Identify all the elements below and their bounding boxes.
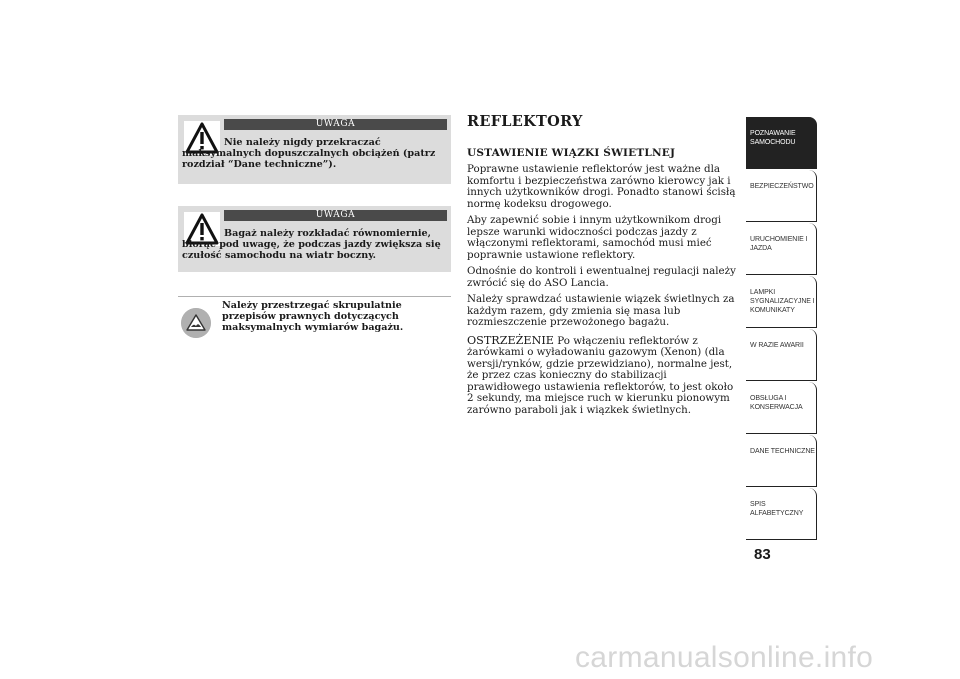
main-column — [467, 113, 742, 421]
tab-bezpieczenstwo[interactable]: BEZPIECZEŃSTWO — [746, 170, 817, 222]
warning-paragraph — [467, 335, 742, 417]
environment-text: Należy przestrzegać skrupulatnie przepisów prawnych dotyczących maksymalnych wymiarów bagażu. — [222, 300, 404, 333]
warning-box — [178, 206, 451, 272]
warning-box — [178, 115, 451, 184]
warning-text: Bagaż należy rozkładać równomiernie, biorąc pod uwagę, że podczas jazdy zwiększa się czułość samochodu na wiatr boczny. — [182, 228, 441, 261]
environment-icon — [181, 308, 211, 338]
tab-dane-techniczne[interactable]: DANE TECHNICZNE — [746, 435, 817, 487]
tab-w-razie-awarii[interactable]: W RAZIE AWARII — [746, 329, 817, 381]
warning-text: Nie należy nigdy przekraczać maksymalnych dopuszczalnych obciążeń (patrz rozdział “Dane techniczne”). — [182, 137, 436, 170]
tab-lampki-sygnalizacyjne[interactable]: LAMPKI SYGNALIZACYJNE I KOMUNIKATY — [746, 276, 817, 328]
section-title: REFLEKTORY — [467, 113, 583, 130]
tab-obsluga-i-konserwacja[interactable]: OBSŁUGA I KONSERWACJA — [746, 382, 817, 434]
environment-note — [178, 296, 451, 338]
divider — [178, 296, 451, 297]
section-subtitle: USTAWIENIE WIĄZKI ŚWIETLNEJ — [467, 147, 676, 159]
warning-header: UWAGA — [224, 119, 447, 130]
page-number: 83 — [754, 546, 771, 563]
warning-label: OSTRZEŻENIE — [467, 333, 554, 347]
tab-poznawanie-samochodu[interactable]: POZNAWANIE SAMOCHODU — [746, 117, 817, 169]
paragraph: Poprawne ustawienie reflektorów jest ważne dla komfortu i bezpieczeństwa zarówno kierowcy jak i innych użytkowników drogi. Ponadto stanowi ścisłą normę kodeksu drogowego. — [467, 163, 736, 210]
paragraph: Należy sprawdzać ustawienie wiązek świetlnych za każdym razem, gdy zmienia się masa lub rozmieszczenie przewożonego bagażu. — [467, 293, 735, 328]
watermark: carmanualsonline.info — [575, 641, 874, 674]
warning-header: UWAGA — [224, 210, 447, 221]
paragraph: Aby zapewnić sobie i innym użytkownikom drogi lepsze warunki widoczności podczas jazdy z włączonymi reflektorami, samochód musi mieć poprawnie ustawione reflektory. — [467, 214, 722, 261]
tab-spis-alfabetyczny[interactable]: SPIS ALFABETYCZNY — [746, 488, 817, 540]
paragraph: Odnośnie do kontroli i ewentualnej regulacji należy zwrócić się do ASO Lancia. — [467, 265, 736, 289]
warning-note-text: Po włączeniu reflektorów z żarówkami o wyładowaniu gazowym (Xenon) (dla wersji/rynków, gdzie przewidziano), normalne jest, że przez czas konieczny do stabilizacji prawidłowego ustawienia reflektorów, to jest około 2 sekundy, ma miejsce ruch w kierunku pionowym zarówno paraboli jak i wiązkek świetlnych. — [467, 334, 734, 416]
tab-uruchomienie-i-jazda[interactable]: URUCHOMIENIE I JAZDA — [746, 223, 817, 275]
